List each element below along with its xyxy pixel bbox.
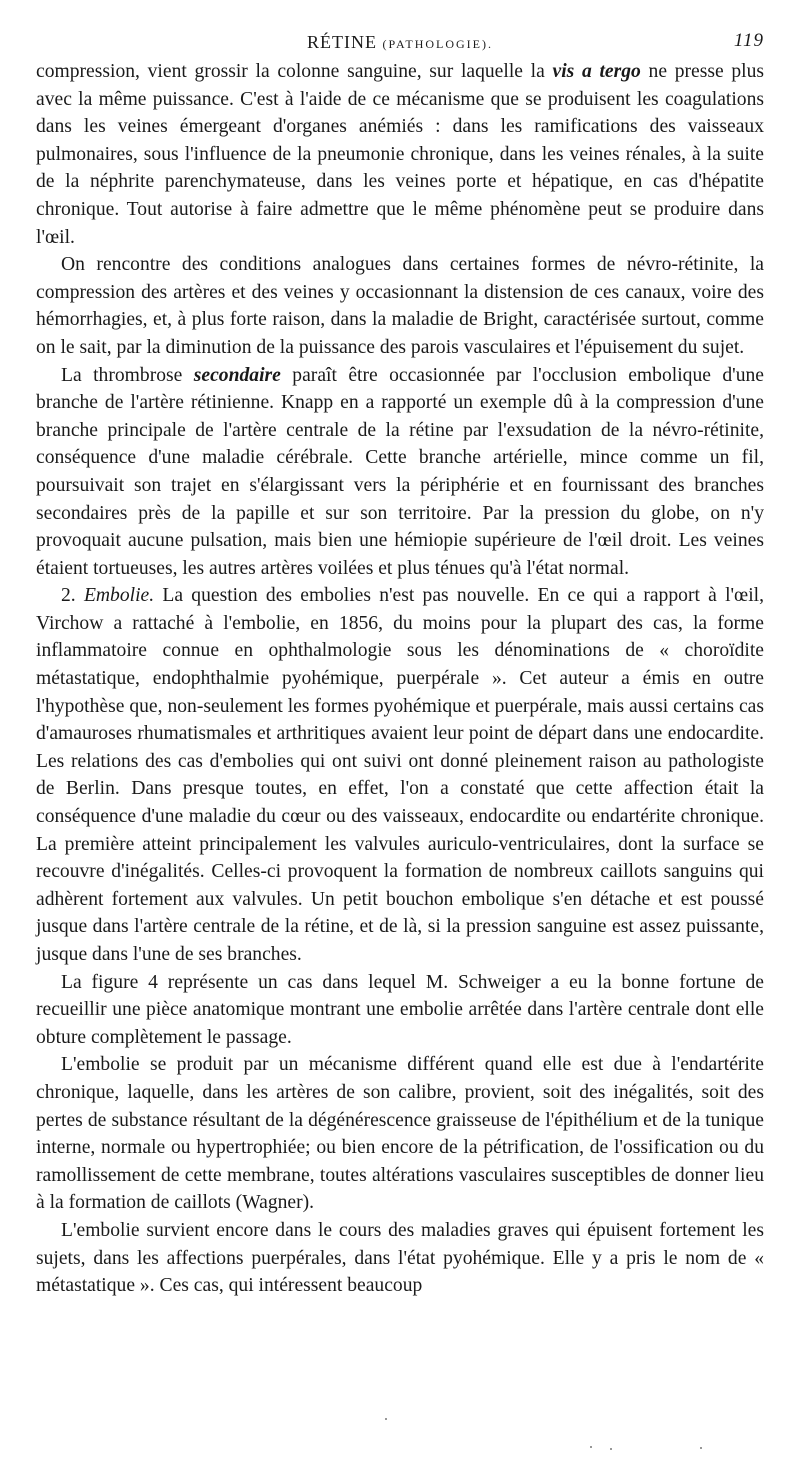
paragraph-6: L'embolie se produit par un mécanisme différent quand elle est due à l'endartérite chronique, laquelle, dans les artères de son calibre, provient, soit des inégalités, soit des pertes de substance résultant de la dégénérescence graisseuse de l'épithélium et de la tunique interne, normale ou hypertrophiée; ou bien encore de la pétrification, de l'ossification ou du ramollissement de cette membrane, toutes altérations vasculaires susceptibles de donner lieu à la formation de caillots (Wagner). [36,1054,764,1214]
header-title: RÉTINE [306,32,377,52]
paragraph-1 [36,58,764,251]
paragraph-4-text: La question des embolies n'est pas nouvelle. En ce qui a rapport à l'œil, Virchow a rattaché à l'embolie, en 1856, du moins pour la plupart des cas, la forme inflammatoire connue en ophthalmologie sous les dénominations de « choroïdite métastatique, endophthalmie pyohémique, puerpérale ». Cet auteur a émis en outre l'hypothèse que, non-seulement les formes pyohémique et puerpérale, mais aussi certains cas d'amauroses rhumatismales et arthritiques avaient leur point de départ dans une endocardite. Les relations des cas d'embolies qui ont suivi ont donné pleinement raison au pathologiste de Berlin. Dans presque toutes, en effet, l'on a constaté que cette affection était la conséquence d'une maladie du cœur ou des vaisseaux, endocardite ou endartérite chronique. La première atteint principalement les valvules auriculo-ventriculaires, dont la surface se recouvre d'inégalités. Celles-ci provoquent la formation de nombreux caillots sanguins qui adhèrent fortement aux valvules. Un petit bouchon embolique s'en détache et est poussé jusque dans l'artère centrale de la rétine, et de là, si la pression sanguine est assez puissante, jusque dans l'une de ses branches. [36,585,764,965]
paragraph-3 [36,362,764,583]
book-page [36,24,764,1300]
paragraph-1-rest: ne presse plus avec la même puissance. C'est à l'aide de ce mécanisme que se produisent les coagulations dans les veines émergeant d'organes anémiés : dans les ramifications des vaisseaux pulmonaires, sous l'influence de la pneumonie chronique, dans les veines rénales, à la suite de la néphrite parenchymateuse, dans les veines porte et hépatique, en cas d'hépatite chronique. Tout autorise à faire admettre que le même phénomène peut se produire dans l'œil. [36,61,765,248]
body-text [36,58,764,1300]
paragraph-7: L'embolie survient encore dans le cours des maladies graves qui épuisent fortement les sujets, dans les affections puerpérales, dans l'état pyohémique. Elle y a pris le nom de « métastatique ». Ces cas, qui intéressent beaucoup [36,1219,764,1297]
section-heading-embolie: Embolie. [83,585,155,607]
scan-speck [385,1418,387,1420]
latin-phrase: vis a tergo [552,61,641,82]
scan-speck [700,1447,702,1449]
paragraph-3-lead: La thrombrose [61,364,183,386]
section-number: 2. [61,585,76,607]
paragraph-2: On rencontre des conditions analogues dans certaines formes de névro-rétinite, la compression des artères et des veines y occasionnant la distension de ces canaux, voire des hémorrhagies, et, à plus forte raison, dans la maladie de Bright, caractérisée surtout, comme on le sait, par la diminution de la puissance des parois vasculaires et l'épuisement du sujet. [36,254,764,358]
running-header [36,24,764,58]
scan-speck [590,1446,592,1448]
emphasis-secondaire: secondaire [193,364,281,386]
running-title [36,32,764,53]
paragraph-3-text: paraît être occasionnée par l'occlusion embolique d'une branche de l'artère rétinienne. Knapp en a rapporté un exemple dû à la compression d'une branche principale de l'artère centrale de la rétine par l'exsudation de la névro-rétinite, conséquence d'une maladie cérébrale. Cette branche artérielle, mince comme un fil, poursuivait son trajet en s'élargissant vers la périphérie et en fournissant des branches secondaires près de la papille et sur son territoire. Par la pression du globe, on n'y provoquait aucune pulsation, mais bien une hémiopie supérieure de l'œil droit. Les veines étaient tortueuses, les autres artères voilées et plus ténues qu'à l'état normal. [36,364,764,579]
paragraph-1-text: compression, vient grossir la colonne sanguine, sur laquelle la [36,61,545,82]
paragraph-5: La figure 4 représente un cas dans lequel M. Schweiger a eu la bonne fortune de recueillir une pièce anatomique montrant une embolie arrêtée dans l'artère centrale dont elle obture complètement le passage. [36,971,764,1048]
page-number: 119 [733,30,764,51]
scan-speck [610,1448,612,1450]
header-subtitle: (PATHOLOGIE). [382,37,494,51]
paragraph-4 [36,582,764,968]
